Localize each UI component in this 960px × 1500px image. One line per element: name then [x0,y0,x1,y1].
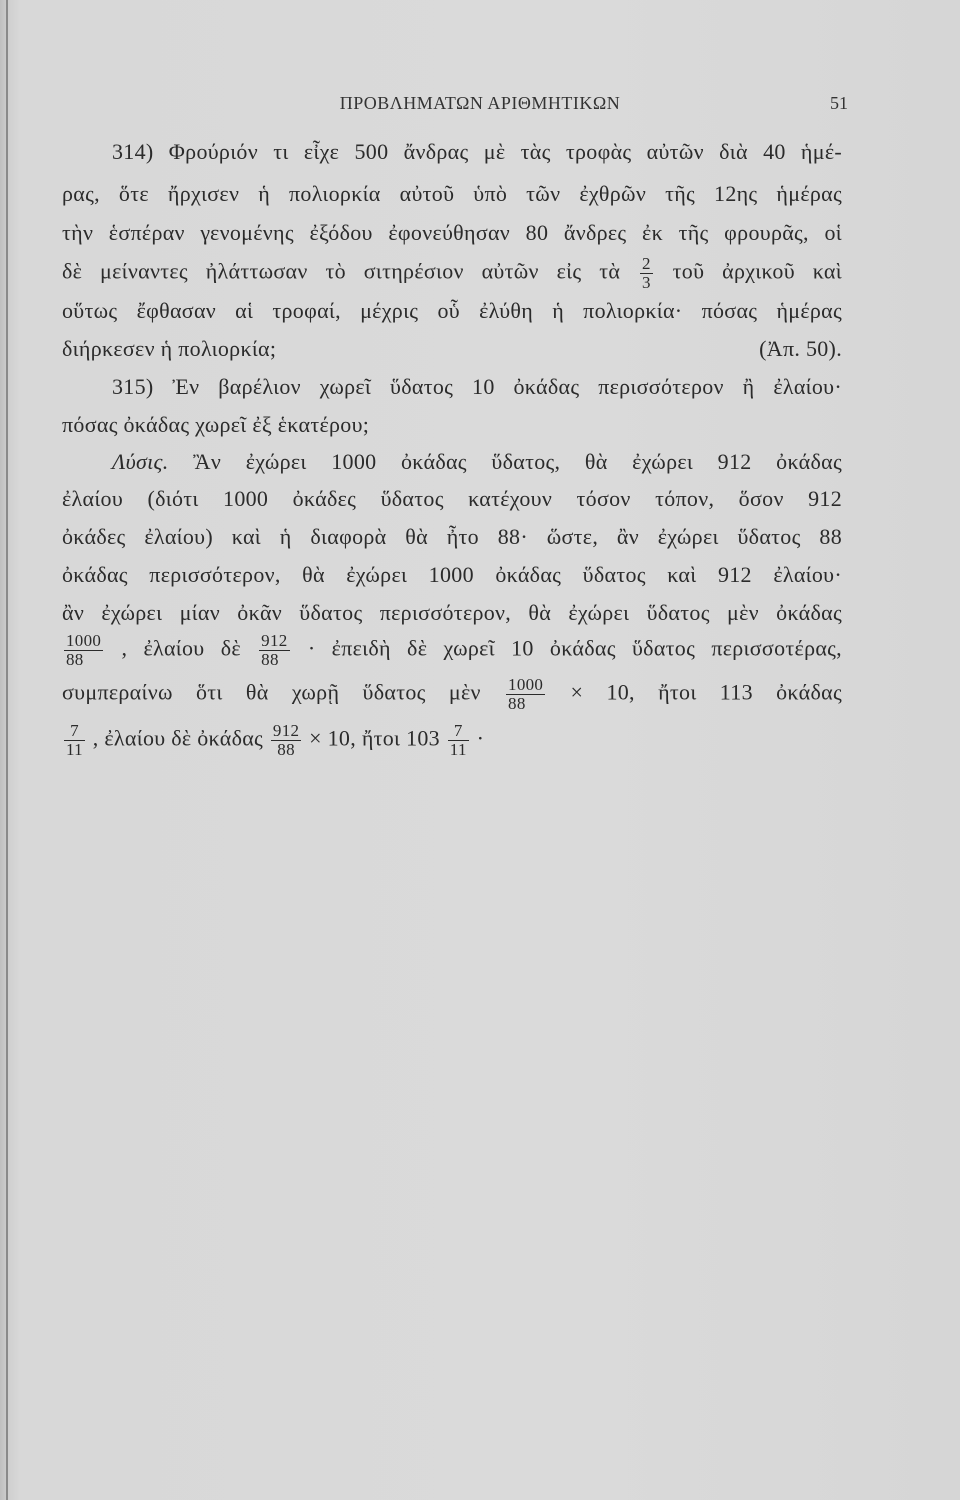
fraction-912-over-88 [271,722,301,759]
problem-314-line-3: τὴν ἑσπέραν γενομένης ἐξόδου ἐφονεύθησαν 80 ἄνδρες ἐκ τῆς φρουρᾶς, οἱ [62,220,842,245]
solution-line-2: ἐλαίου (διότι 1000 ὀκάδες ὕδατος κατέχουν τόσον τόπον, ὅσον 912 [62,486,842,511]
problem-314-line-6-text: διήρκεσεν ἡ πολιορκία; [62,336,277,361]
solution-line-8 [62,722,842,759]
fraction-7-over-11 [448,722,469,759]
fraction-1000-over-88 [506,676,545,713]
fraction-numerator: 912 [272,721,300,740]
page-header [0,93,960,119]
fraction-1000-over-88 [64,632,103,669]
fraction-numerator: 912 [261,631,288,650]
problem-315-line-2: πόσας ὀκάδας χωρεῖ ἐξ ἑκατέρου; [62,412,370,437]
running-title: ΠΡΟΒΛΗΜΑΤΩΝ ΑΡΙΘΜΗΤΙΚΩΝ [339,93,621,113]
problem-314-line-6 [62,334,842,364]
page-gutter-edge [6,0,8,1500]
fraction-denominator: 88 [66,650,84,669]
solution-line-6-text-a: , ἐλαίου δὲ [121,635,241,661]
solution-line-7-text-a: συμπεραίνω ὅτι θὰ χωρῇ ὕδατος μὲν [62,679,481,705]
solution-line-1-text: Ἂν ἐχώρει 1000 ὀκάδας ὕδατος, θὰ ἐχώρει 912 ὀκάδας [193,449,842,474]
fraction-denominator: 11 [66,740,83,759]
fraction-7-over-11 [64,722,85,759]
page-number: 51 [830,93,848,113]
solution-line-6-text-b: · ἐπειδὴ δὲ χωρεῖ 10 ὀκάδας ὕδατος περισσοτέρας, [307,635,842,661]
problem-314-line-2: ρας, ὅτε ἤρχισεν ἡ πολιορκία αὐτοῦ ὑπὸ τῶν ἐχθρῶν τῆς 12ης ἡμέρας [62,181,842,206]
solution-label: Λύσις. [112,449,169,474]
fraction-denominator: 88 [261,650,279,669]
problem-314-line-4-text-b: τοῦ ἀρχικοῦ καὶ [672,258,842,284]
fraction-numerator: 7 [64,722,85,741]
problem-315-line-1: 315) Ἐν βαρέλιον χωρεῖ ὕδατος 10 ὀκάδας περισσότερον ἢ ἐλαίου· [112,374,842,399]
fraction-numerator: 2 [642,254,651,273]
fraction-numerator: 1000 [508,675,544,694]
fraction-denominator: 11 [449,740,467,759]
fraction-denominator: 88 [277,740,295,759]
solution-line-1 [112,447,842,477]
fraction-912-over-88 [259,632,289,669]
solution-line-5: ἂν ἐχώρει μίαν ὀκᾶν ὕδατος περισσότερον, θὰ ἐχώρει ὕδατος μὲν ὀκάδας [62,600,842,625]
solution-line-6 [62,632,842,669]
solution-line-7-text-b: × 10, ἤτοι 113 ὀκάδας [570,679,842,705]
fraction-numerator: 7 [448,722,469,741]
problem-314-line-4 [62,255,842,292]
solution-line-7 [62,676,842,713]
fraction-denominator: 88 [508,694,526,713]
problem-314-line-4-text-a: δὲ μείναντες ἠλάττωσαν τὸ σιτηρέσιον αὐτῶν εἰς τὰ [62,258,621,284]
solution-line-8-text-b: × 10, ἤτοι 103 [309,725,440,751]
solution-line-8-text-c: · [476,725,485,751]
solution-line-8-text-a: , ἐλαίου δὲ ὀκάδας [92,725,264,751]
fraction-numerator: 1000 [66,631,102,650]
fraction-denominator: 3 [642,273,651,292]
solution-line-3: ὀκάδες ἐλαίου) καὶ ἡ διαφορὰ θὰ ἦτο 88· ὥστε, ἂν ἐχώρει ὕδατος 88 [62,524,842,549]
problem-314-line-5: οὕτως ἔφθασαν αἱ τροφαί, μέχρις οὗ ἐλύθη ἡ πολιορκία· πόσας ἡμέρας [62,298,842,323]
solution-line-4: ὀκάδας περισσότερον, θὰ ἐχώρει 1000 ὀκάδας ὕδατος καὶ 912 ἐλαίου· [62,562,842,587]
fraction-two-thirds [640,255,653,292]
answer-reference: (Ἀπ. 50). [759,336,842,361]
problem-314-line-1: 314) Φρούριόν τι εἶχε 500 ἄνδρας μὲ τὰς τροφὰς αὐτῶν διὰ 40 ἡμέ- [112,139,842,164]
